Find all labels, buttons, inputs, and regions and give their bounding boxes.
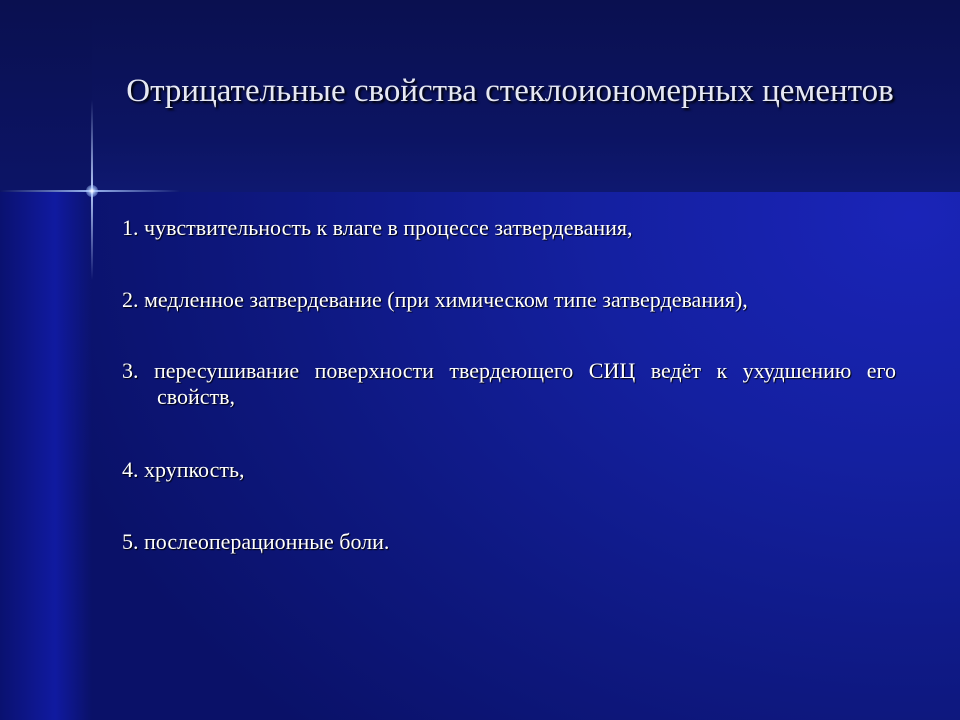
list-item-text: 1. чувствительность к влаге в процессе затвердевания,	[122, 215, 633, 240]
list-item-text: 4. хрупкость,	[122, 457, 245, 482]
list-item	[122, 287, 896, 313]
list-item-text: 3. пересушивание поверхности твердеющего СИЦ ведёт к ухудшению его свойств,	[122, 358, 896, 409]
list-item	[122, 215, 896, 241]
list-item	[122, 457, 896, 483]
list-item-text: 5. послеоперационные боли.	[122, 529, 390, 554]
light-flare-center	[86, 185, 98, 197]
slide-title: Отрицательные свойства стеклоиономерных цементов	[126, 73, 894, 109]
list-item	[122, 529, 896, 555]
list-item-text: 2. медленное затвердевание (при химическом типе затвердевания),	[122, 287, 748, 312]
list-item	[122, 358, 896, 410]
top-left-background-corner	[0, 0, 92, 192]
